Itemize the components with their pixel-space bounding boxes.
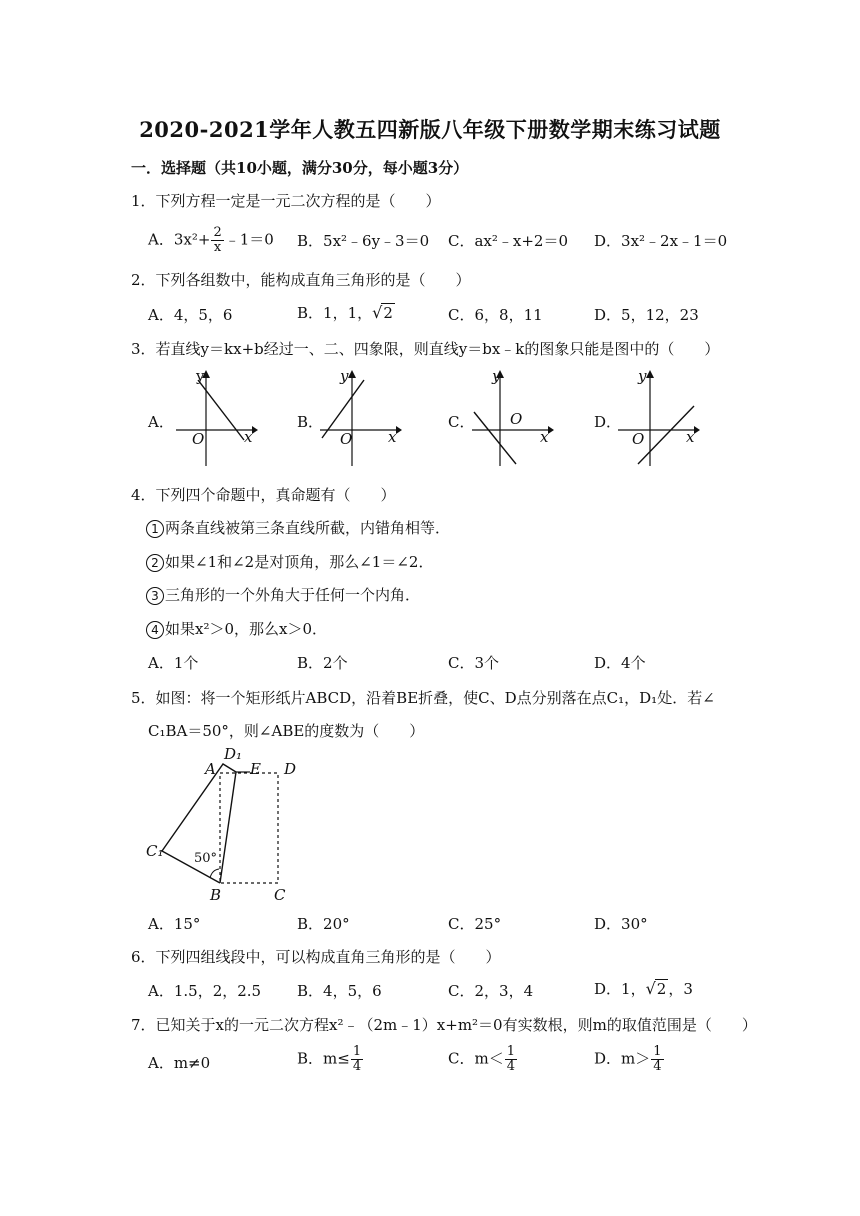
q6-option-b[interactable]: B．4，5，6 xyxy=(297,982,382,1000)
q5-label-d: D xyxy=(284,760,297,778)
q5-stem-line1: 5．如图：将一个矩形纸片ABCD，沿着BE折叠，使C、D点分别落在点C₁，D₁处．若∠ xyxy=(131,689,715,707)
q3-c-y-label: y xyxy=(492,367,501,385)
q3-c-origin: O xyxy=(510,410,523,428)
q3-d-x-label: x xyxy=(686,428,695,446)
q4-statement-1: 1 两条直线被第三条直线所截，内错角相等． xyxy=(146,517,450,538)
q6-stem: 6．下列四组线段中，可以构成直角三角形的是（ ） xyxy=(131,948,501,966)
q5-label-e: E xyxy=(250,760,261,778)
q7-option-a[interactable]: A．m≠0 xyxy=(148,1054,211,1072)
q2-option-b[interactable]: B．1，1，√2 xyxy=(297,303,393,322)
q5-label-b: B xyxy=(210,886,222,904)
q5-option-c[interactable]: C．25° xyxy=(448,915,502,933)
q4-statement-3: 3 三角形的一个外角大于任何一个内角． xyxy=(146,584,420,605)
q3-option-a[interactable]: A． xyxy=(148,413,174,431)
q3-graph-a xyxy=(172,368,258,468)
q3-graph-d xyxy=(614,368,700,468)
q4-statement-4: 4 如果x²＞0，那么x＞0． xyxy=(146,618,327,639)
q5-label-angle: 50° xyxy=(194,851,218,866)
q3-option-b[interactable]: B． xyxy=(297,413,324,431)
q7-option-b[interactable]: B．m≤ $\frac{1}{4}$ xyxy=(297,1044,362,1074)
q7-stem: 7．已知关于x的一元二次方程x²﹣（2m﹣1）x+m²＝0有实数根，则m的取值范围是（ ） xyxy=(131,1016,757,1034)
q5-option-b[interactable]: B．20° xyxy=(297,915,350,933)
q1-option-b[interactable]: B．5x²﹣6y﹣3＝0 xyxy=(297,232,430,250)
q3-b-origin: O xyxy=(340,430,353,448)
q3-stem: 3．若直线y＝kx+b经过一、二、四象限，则直线y＝bx﹣k的图象只能是图中的（ ） xyxy=(131,340,720,358)
q1-stem: 1．下列方程一定是一元二次方程的是（ ） xyxy=(131,192,441,210)
q1-option-c[interactable]: C．ax²﹣x+2＝0 xyxy=(448,232,569,250)
q2-stem: 2．下列各组数中，能构成直角三角形的是（ ） xyxy=(131,271,471,289)
q3-a-y-label: y xyxy=(196,367,205,385)
q3-d-origin: O xyxy=(632,430,645,448)
q3-d-y-label: y xyxy=(638,367,647,385)
q4-option-b[interactable]: B．2个 xyxy=(297,654,348,672)
q4-option-d[interactable]: D．4个 xyxy=(594,654,646,672)
q5-label-c: C xyxy=(274,886,286,904)
q3-option-d[interactable]: D． xyxy=(594,413,622,431)
q5-label-c1: C₁ xyxy=(146,842,164,860)
q4-option-c[interactable]: C．3个 xyxy=(448,654,500,672)
q5-label-a: A xyxy=(205,760,216,778)
q6-option-a[interactable]: A．1.5，2，2.5 xyxy=(148,982,262,1000)
q3-c-x-label: x xyxy=(540,428,549,446)
q2-option-d[interactable]: D．5，12，23 xyxy=(594,306,699,324)
q5-option-a[interactable]: A．15° xyxy=(148,915,201,933)
q6-option-c[interactable]: C．2，3，4 xyxy=(448,982,534,1000)
q4-stem: 4．下列四个命题中，真命题有（ ） xyxy=(131,486,396,504)
q5-label-d1: D₁ xyxy=(224,745,243,763)
q4-option-a[interactable]: A．1个 xyxy=(148,654,199,672)
q4-statement-2: 2 如果∠1和∠2是对顶角，那么∠1＝∠2． xyxy=(146,551,433,572)
q3-b-x-label: x xyxy=(388,428,397,446)
q7-option-c[interactable]: C．m＜ $\frac{1}{4}$ xyxy=(448,1044,515,1074)
q3-a-origin: O xyxy=(192,430,205,448)
q5-option-d[interactable]: D．30° xyxy=(594,915,648,933)
section-heading: 一．选择题（共10小题，满分30分，每小题3分） xyxy=(131,159,469,177)
q3-graph-b xyxy=(316,368,402,468)
q3-b-y-label: y xyxy=(340,367,349,385)
q1-option-a[interactable]: A．3x²+ $\frac{2}{x}$ ﹣1＝0 xyxy=(148,225,274,255)
q2-option-a[interactable]: A．4，5，6 xyxy=(148,306,233,324)
q2-option-c[interactable]: C．6，8，11 xyxy=(448,306,543,324)
q7-option-d[interactable]: D．m＞ $\frac{1}{4}$ xyxy=(594,1044,662,1074)
q3-a-x-label: x xyxy=(244,428,253,446)
q6-option-d[interactable]: D．1，√2 ，3 xyxy=(594,979,693,998)
page-title: 2020-2021学年人教五四新版八年级下册数学期末练习试题 xyxy=(139,117,721,142)
q5-stem-line2: C₁BA＝50°，则∠ABE的度数为（ ） xyxy=(148,722,425,740)
q1-option-d[interactable]: D．3x²﹣2x﹣1＝0 xyxy=(594,232,728,250)
q3-option-c[interactable]: C． xyxy=(448,413,475,431)
